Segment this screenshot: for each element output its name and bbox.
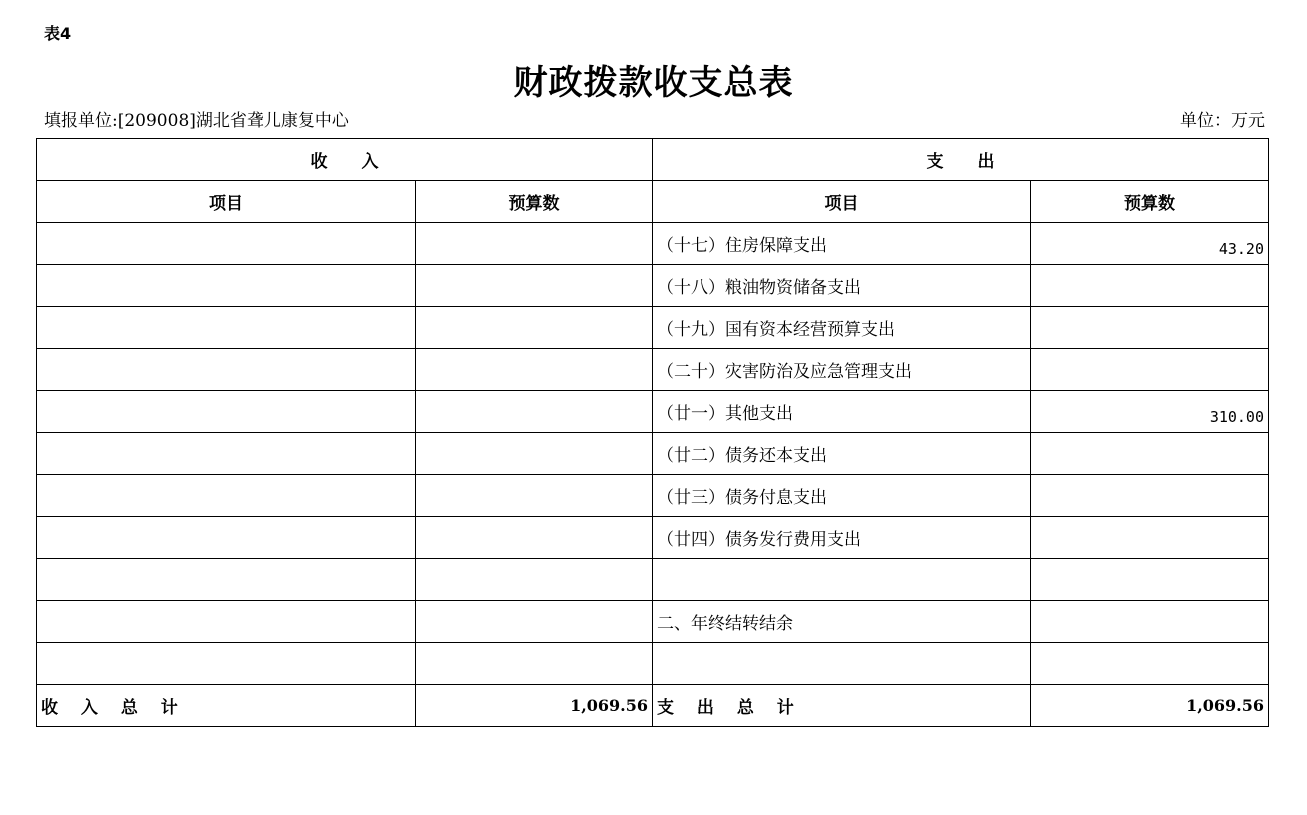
reporting-unit: 填报单位:[209008]湖北省聋儿康复中心 — [44, 111, 349, 131]
income-item-cell — [37, 559, 416, 601]
expense-amount-cell — [1031, 433, 1269, 475]
income-total-label: 收 入 总 计 — [37, 685, 416, 727]
expense-item-cell: （十八）粮油物资储备支出 — [653, 265, 1031, 307]
expense-amount-cell — [1031, 517, 1269, 559]
income-item-cell — [37, 601, 416, 643]
expense-total-value: 1,069.56 — [1031, 685, 1269, 727]
table-row — [37, 601, 1269, 643]
income-item-cell — [37, 349, 416, 391]
income-amount-cell — [416, 349, 653, 391]
income-amount-cell — [416, 433, 653, 475]
expense-amount-cell — [1031, 475, 1269, 517]
income-amount-cell — [416, 475, 653, 517]
expense-amount-cell: 43.20 — [1031, 223, 1269, 265]
income-item-cell — [37, 307, 416, 349]
table-row — [37, 265, 1269, 307]
page-title: 财政拨款收支总表 — [513, 63, 794, 103]
expense-item-cell: （廿二）债务还本支出 — [653, 433, 1031, 475]
expense-item-cell — [653, 559, 1031, 601]
expense-item-cell: （十九）国有资本经营预算支出 — [653, 307, 1031, 349]
income-amount-cell — [416, 265, 653, 307]
expense-item-cell: （十七）住房保障支出 — [653, 223, 1031, 265]
income-amount-cell — [416, 643, 653, 685]
budget-table — [36, 138, 1269, 727]
income-amount-cell — [416, 391, 653, 433]
income-amount-cell — [416, 517, 653, 559]
income-amount-cell — [416, 307, 653, 349]
expense-item-cell: （廿一）其他支出 — [653, 391, 1031, 433]
expense-amount-cell — [1031, 559, 1269, 601]
income-item-cell — [37, 433, 416, 475]
income-item-cell — [37, 223, 416, 265]
income-amount-cell — [416, 601, 653, 643]
table-row — [37, 433, 1269, 475]
expense-amount-cell — [1031, 349, 1269, 391]
income-total-value: 1,069.56 — [416, 685, 653, 727]
expense-total-label: 支 出 总 计 — [653, 685, 1031, 727]
table-row — [37, 475, 1269, 517]
section-header-row — [37, 139, 1269, 181]
table-row — [37, 517, 1269, 559]
table-row — [37, 643, 1269, 685]
table-number: 表4 — [44, 24, 72, 43]
expense-item-header: 项目 — [653, 181, 1031, 223]
expense-item-cell: （二十）灾害防治及应急管理支出 — [653, 349, 1031, 391]
income-item-cell — [37, 517, 416, 559]
expense-amount-cell — [1031, 307, 1269, 349]
expenditure-header: 支 出 — [653, 139, 1269, 181]
expense-amount-cell — [1031, 601, 1269, 643]
income-header: 收 入 — [37, 139, 653, 181]
income-item-cell — [37, 265, 416, 307]
income-budget-header: 预算数 — [416, 181, 653, 223]
income-item-cell — [37, 391, 416, 433]
expense-amount-cell — [1031, 265, 1269, 307]
income-item-header: 项目 — [37, 181, 416, 223]
expense-item-cell: （廿三）债务付息支出 — [653, 475, 1031, 517]
income-amount-cell — [416, 223, 653, 265]
income-item-cell — [37, 475, 416, 517]
table-row — [37, 223, 1269, 265]
table-row — [37, 349, 1269, 391]
expense-amount-cell — [1031, 643, 1269, 685]
income-amount-cell — [416, 559, 653, 601]
expense-amount-cell: 310.00 — [1031, 391, 1269, 433]
totals-row — [37, 685, 1269, 727]
expense-item-cell: （廿四）债务发行费用支出 — [653, 517, 1031, 559]
expense-item-cell: 二、年终结转结余 — [653, 601, 1031, 643]
expense-item-cell — [653, 643, 1031, 685]
table-row — [37, 391, 1269, 433]
table-row — [37, 307, 1269, 349]
currency-unit: 单位：万元 — [1180, 111, 1265, 131]
table-row — [37, 559, 1269, 601]
column-header-row — [37, 181, 1269, 223]
expense-budget-header: 预算数 — [1031, 181, 1269, 223]
income-item-cell — [37, 643, 416, 685]
